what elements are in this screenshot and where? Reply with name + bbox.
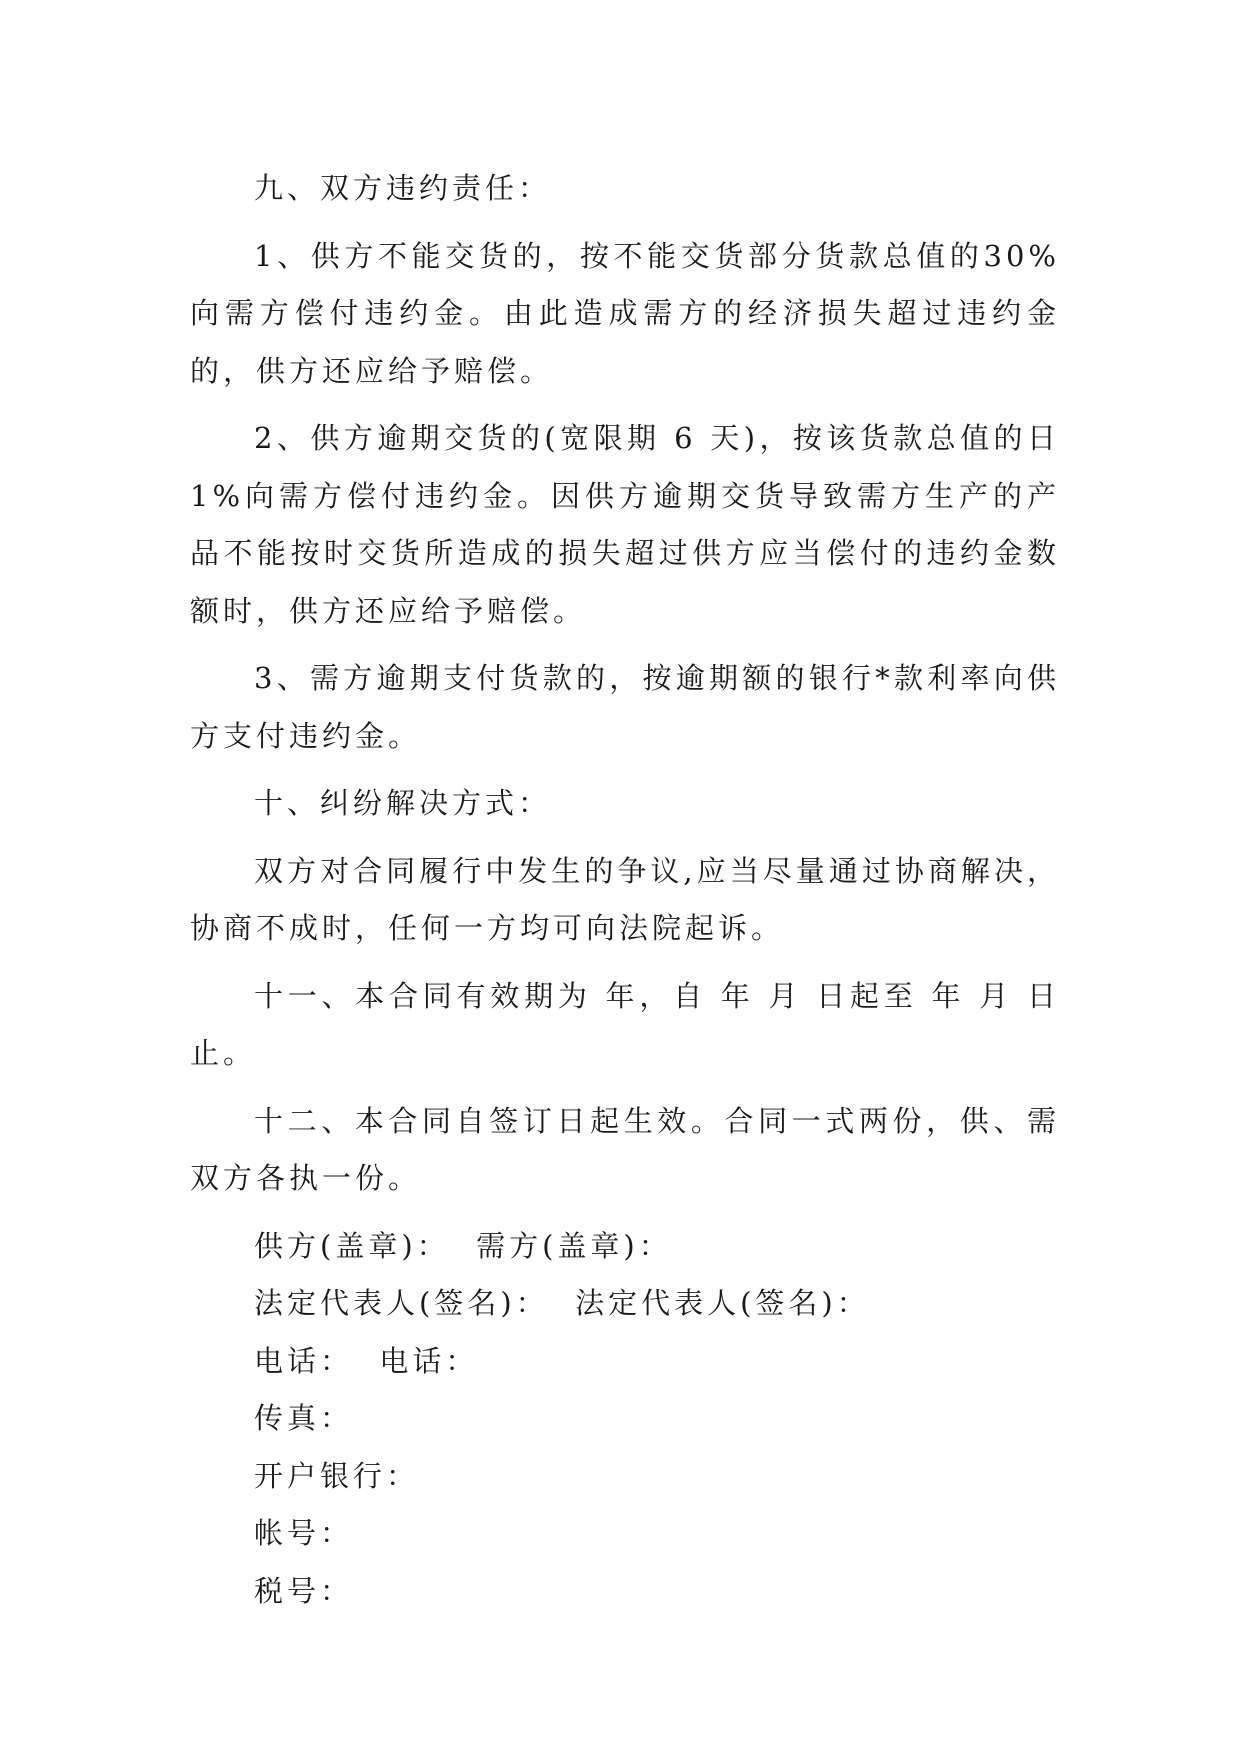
contract-body <box>190 160 1060 1620</box>
seal-line: 供方(盖章)： 需方(盖章)： <box>254 1228 672 1263</box>
tax-line: 税号： <box>254 1573 354 1608</box>
section-9-item-3: 3、需方逾期支付货款的，按逾期额的银行*款利率向供方支付违约金。 <box>190 661 1060 753</box>
section-11-validity: 十一、本合同有效期为 年，自 年 月 日起至 年 月 日止。 <box>190 978 1060 1070</box>
section-9-item-1: 1、供方不能交货的，按不能交货部分货款总值的30%向需方偿付违约金。由此造成需方的经济损失超过违约金的，供方还应给予赔偿。 <box>190 238 1060 388</box>
signature-block <box>190 1218 1060 1621</box>
section-9-item-2: 2、供方逾期交货的(宽限期 6 天)，按该货款总值的日 1%向需方偿付违约金。因供方逾期交货导致需方生产的产品不能按时交货所造成的损失超过供方应当偿付的违约金数额时，供方还应给予赔偿。 <box>190 421 1060 628</box>
representative-line: 法定代表人(签名)： 法定代表人(签名)： <box>254 1286 870 1320</box>
fax-line: 传真： <box>254 1401 354 1435</box>
section-10-title: 十、纠纷解决方式： <box>254 786 552 820</box>
section-9-title: 九、双方违约责任： <box>254 171 552 205</box>
account-line: 帐号： <box>254 1516 354 1550</box>
section-12-effect: 十二、本合同自签订日起生效。合同一式两份，供、需双方各执一份。 <box>190 1103 1060 1195</box>
phone-line: 电话： 电话： <box>254 1343 479 1378</box>
bank-line: 开户银行： <box>254 1458 420 1493</box>
section-10-body: 双方对合同履行中发生的争议,应当尽量通过协商解决，协商不成时，任何一方均可向法院起诉。 <box>190 853 1060 945</box>
